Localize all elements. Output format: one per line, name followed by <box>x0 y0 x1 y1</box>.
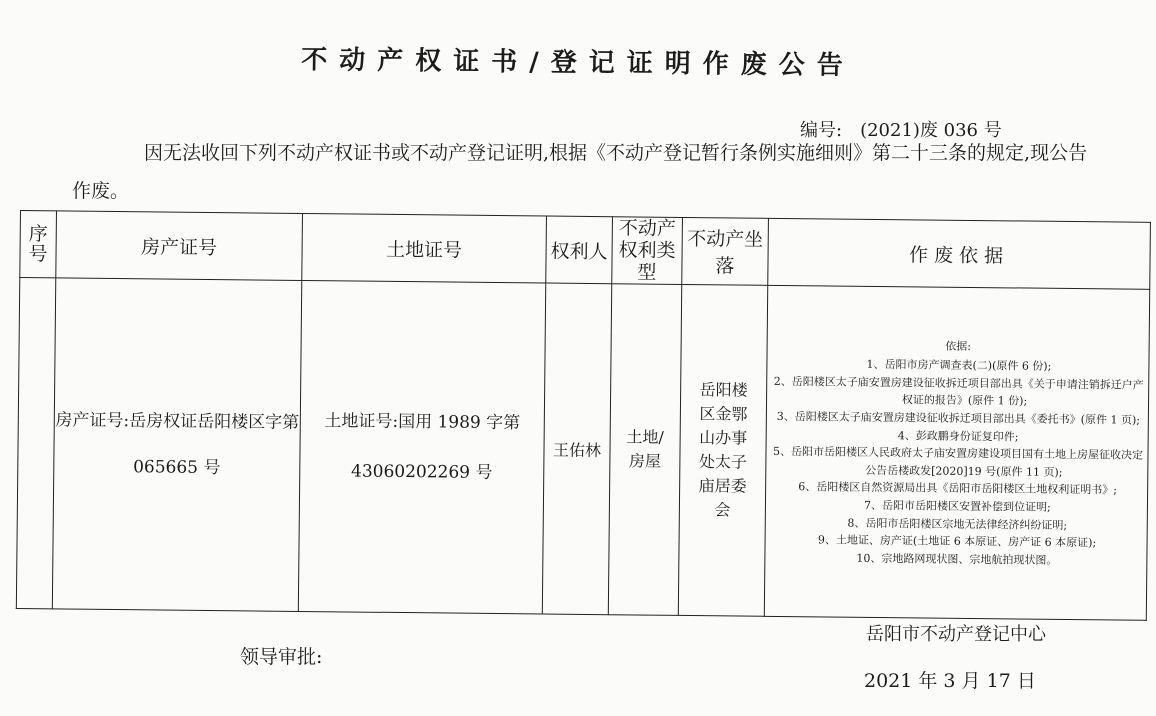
cell-seq <box>16 278 55 609</box>
basis-item: 9、土地证、房产证(土地证 6 本原证、房产证 6 本原证); <box>817 533 1097 550</box>
cell-basis <box>764 285 1149 620</box>
basis-item: 2、岳阳楼区太子庙安置房建设征收拆迁项目部出具《关于申请注销拆迁户产权证的报告》(原件 1 份); <box>773 374 1144 408</box>
header-house-cert: 房产证号 <box>56 211 303 281</box>
basis-item: 10、宗地路网现状图、宗地航拍现状图。 <box>856 551 1058 567</box>
right-type-text: 土地/房屋 <box>626 427 664 471</box>
header-basis: 作废依据 <box>768 218 1151 289</box>
basis-item: 5、岳阳市岳阳楼区人民政府太子庙安置房建设项目国有土地上房屋征收决定公告岳楼政发[2020]19 号(原件 11 页); <box>772 445 1144 479</box>
cell-location <box>678 284 767 616</box>
notice-title: 不动产权证书/登记证明作废公告 <box>301 45 855 81</box>
issuer-name: 岳阳市不动产登记中心 <box>866 624 1046 645</box>
basis-item: 1、岳阳市房产调查表(二)(原件 6 份); <box>866 358 1052 374</box>
void-certificate-table <box>16 210 1151 621</box>
approval-label: 领导审批: <box>240 646 323 668</box>
cell-house-cert: 房产证号:岳房权证岳阳楼区字第 065665 号 <box>52 278 301 612</box>
basis-heading: 依据: <box>945 339 972 353</box>
header-right-type: 不动产权利类型 <box>612 217 683 285</box>
location-text: 岳阳楼区金鄂山办事处太子庙居委会 <box>698 380 748 520</box>
document-number-value: (2021)废 036 号 <box>860 120 1002 141</box>
basis-item: 6、岳阳楼区自然资源局出具《岳阳市岳阳楼区土地权利证明书》; <box>798 480 1118 497</box>
basis-item: 4、彭政鹏身份证复印件; <box>897 428 1019 444</box>
header-seq: 序号 <box>20 211 57 278</box>
basis-item: 7、岳阳市岳阳楼区安置补偿到位证明; <box>864 498 1051 514</box>
basis-item: 3、岳阳楼区太子庙安置房建设征收拆迁项目部出具《委托书》(原件 1 页); <box>776 409 1141 427</box>
basis-item: 8、岳阳市岳阳楼区宗地无法律经济纠纷证明; <box>847 516 1068 532</box>
issue-date: 2021 年 3 月 17 日 <box>864 670 1036 692</box>
table-header-row <box>20 211 1151 290</box>
header-location: 不动产坐落 <box>682 217 769 285</box>
cell-right-type <box>608 284 681 616</box>
document-number-label: 编号: <box>800 120 843 141</box>
header-land-cert: 土地证号 <box>302 213 547 283</box>
cell-owner: 王佑林 <box>542 283 611 615</box>
intro-text: 因无法收回下列不动产权证书或不动产登记证明,根据《不动产登记暂行条例实施细则》第二十三条的规定,现公告作废。 <box>72 142 1088 202</box>
table-row <box>16 278 1149 621</box>
cell-land-cert: 土地证号:国用 1989 字第 43060202269 号 <box>298 280 545 614</box>
header-owner: 权利人 <box>546 216 613 284</box>
intro-paragraph <box>72 134 1092 210</box>
